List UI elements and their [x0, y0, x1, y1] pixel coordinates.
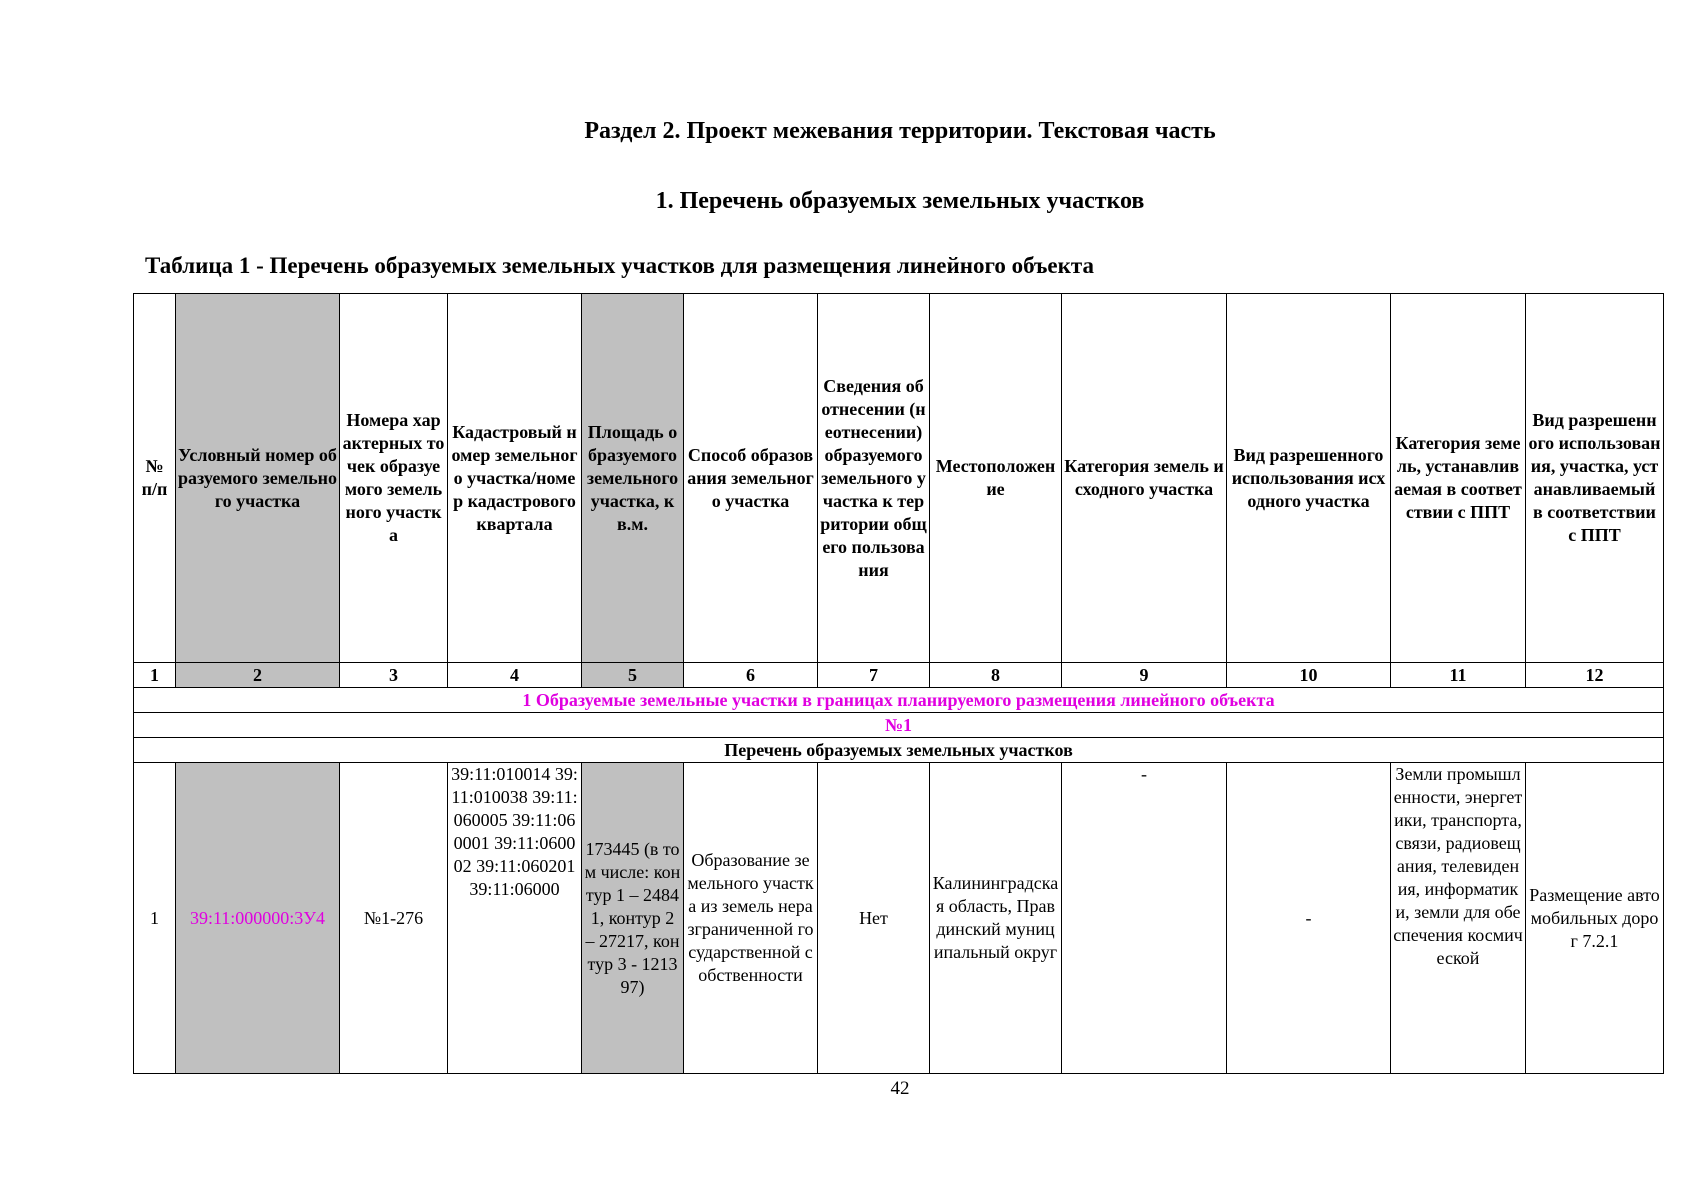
column-number: 8	[930, 663, 1062, 688]
section-row-label: 1 Образуемые земельные участки в границах планируемого размещения линейного объекта	[134, 688, 1664, 713]
cell-method: Образование земельного участка из земель неразграниченной государственной собственности	[684, 763, 818, 1074]
header-cell: Категория земель, устанавливаемая в соответствии с ППТ	[1391, 294, 1526, 663]
cell-location: Калининградская область, Правдинский муниципальный округ	[930, 763, 1062, 1074]
table-caption: Таблица 1 - Перечень образуемых земельных участков для размещения линейного объекта	[145, 253, 1094, 278]
column-number: 12	[1526, 663, 1664, 688]
page-number: 42	[890, 1078, 910, 1099]
cell-points: №1-276	[340, 763, 448, 1074]
column-number: 9	[1062, 663, 1227, 688]
column-number: 6	[684, 663, 818, 688]
subsection-row-label: №1	[134, 713, 1664, 738]
column-number: 1	[134, 663, 176, 688]
table-header-row	[134, 294, 1664, 663]
column-number: 7	[818, 663, 930, 688]
cell-area: 173445 (в том числе: контур 1 – 24841, контур 2 – 27217, контур 3 - 121397)	[582, 763, 684, 1074]
header-cell: Номера характерных точек образуемого земельного участка	[340, 294, 448, 663]
cell-category-source: -	[1062, 763, 1227, 1074]
subsection-title: 1. Перечень образуемых земельных участков	[655, 188, 1145, 214]
header-cell: Площадь образуемого земельного участка, кв.м.	[582, 294, 684, 663]
list-title-row	[134, 738, 1664, 763]
header-cell: Условный номер образуемого земельного участка	[176, 294, 340, 663]
column-number: 4	[448, 663, 582, 688]
table-row	[134, 763, 1664, 1074]
cell-category-ppt: Земли промышленности, энергетики, транспорта, связи, радиовещания, телевидения, информатики, земли для обеспечения космической	[1391, 763, 1526, 1074]
cell-num: 1	[134, 763, 176, 1074]
column-number: 5	[582, 663, 684, 688]
land-plots-table	[133, 293, 1664, 1074]
subsection-row	[134, 713, 1664, 738]
section-row	[134, 688, 1664, 713]
header-cell: Кадастровый номер земельного участка/номер кадастрового квартала	[448, 294, 582, 663]
header-cell: Категория земель исходного участка	[1062, 294, 1227, 663]
header-cell: Способ образования земельного участка	[684, 294, 818, 663]
header-cell: Вид разрешенного использования, участка, устанавливаемый в соответствии с ППТ	[1526, 294, 1664, 663]
cell-use-ppt: Размещение автомобильных дорог 7.2.1	[1526, 763, 1664, 1074]
cell-use-source: -	[1227, 763, 1391, 1074]
header-cell: Сведения об отнесении (неотнесении) образуемого земельного участка к территории общего пользования	[818, 294, 930, 663]
column-number: 10	[1227, 663, 1391, 688]
cell-public-use: Нет	[818, 763, 930, 1074]
column-number-row	[134, 663, 1664, 688]
column-number: 2	[176, 663, 340, 688]
column-number: 3	[340, 663, 448, 688]
column-number: 11	[1391, 663, 1526, 688]
cell-cadastral: 39:11:010014 39:11:010038 39:11:060005 39:11:060001 39:11:060002 39:11:060201 39:11:06000	[448, 763, 582, 1074]
header-cell: № п/п	[134, 294, 176, 663]
cell-conditional-number: 39:11:000000:3У4	[176, 763, 340, 1074]
section-title: Раздел 2. Проект межевания территории. Текстовая часть	[584, 118, 1216, 144]
header-cell: Местоположение	[930, 294, 1062, 663]
header-cell: Вид разрешенного использования исходного участка	[1227, 294, 1391, 663]
list-title-label: Перечень образуемых земельных участков	[134, 738, 1664, 763]
